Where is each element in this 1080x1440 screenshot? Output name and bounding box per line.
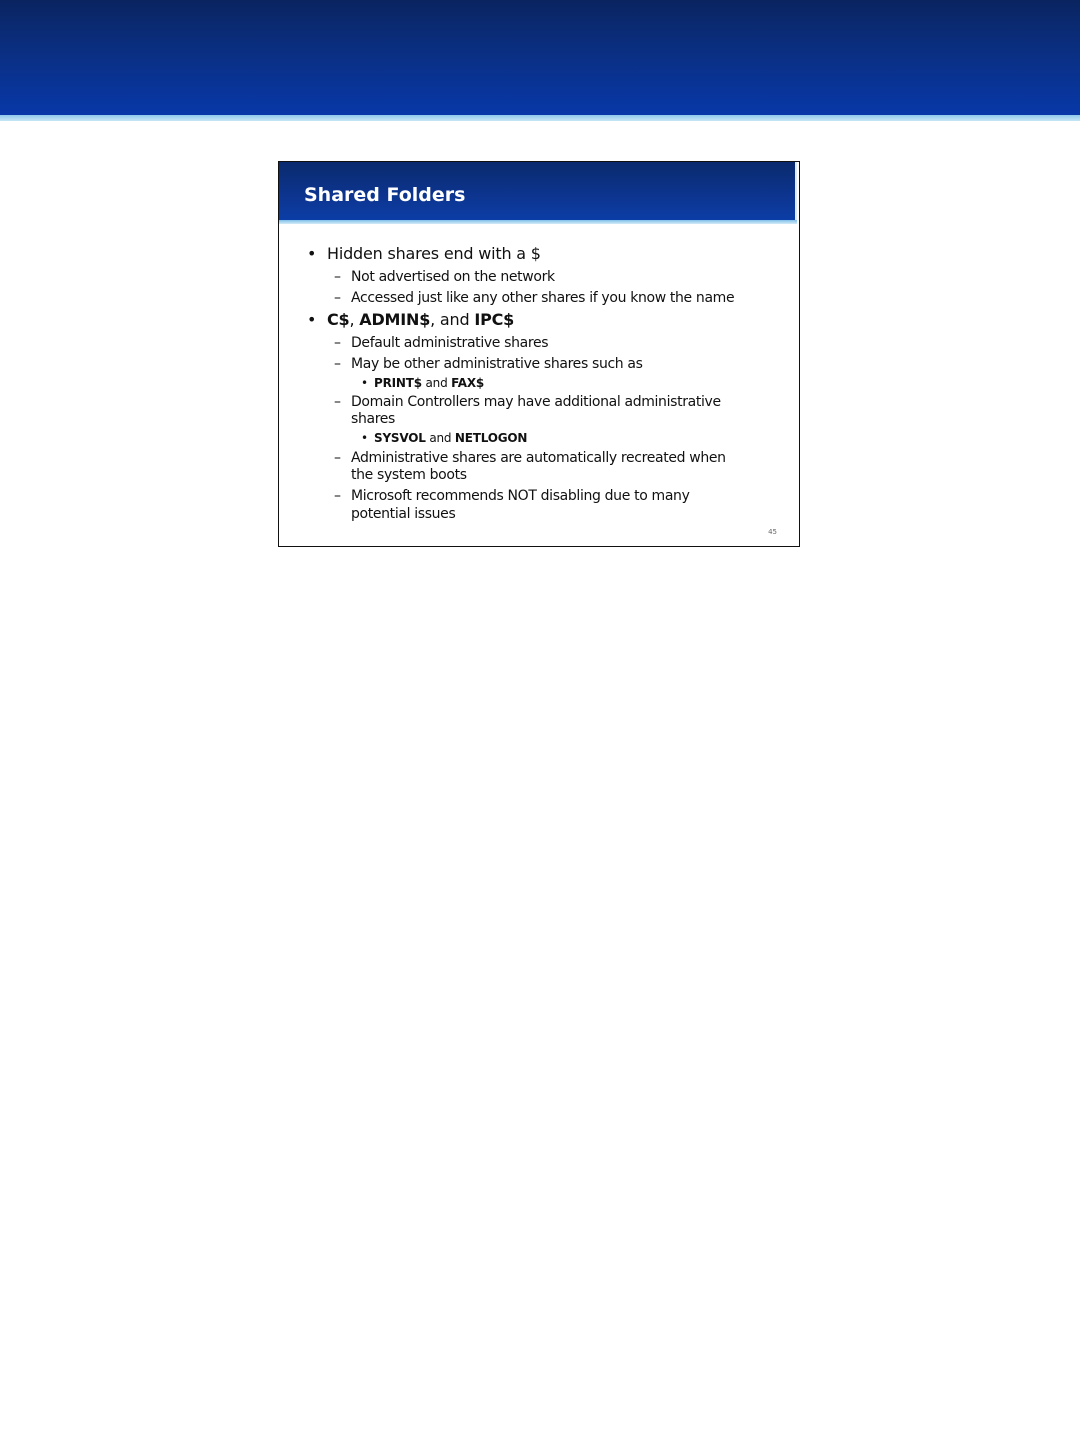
slide-thumbnail <box>278 161 800 547</box>
slide-number: 45 <box>768 528 777 536</box>
page-header-accent-line <box>0 115 1080 121</box>
sub-bullet-recreated-line2: the system boots <box>351 467 467 483</box>
dash-marker: – <box>334 269 341 285</box>
share-name: ADMIN$ <box>359 310 431 329</box>
share-name: PRINT$ <box>374 376 422 390</box>
share-name: FAX$ <box>451 376 485 390</box>
separator: , and <box>430 310 475 329</box>
slide-title: Shared Folders <box>304 184 466 206</box>
sub-bullet-domain-controllers-line1: Domain Controllers may have additional administrative <box>351 394 721 410</box>
bullet-hidden-shares: Hidden shares end with a $ <box>327 244 541 263</box>
separator: and <box>425 431 455 445</box>
bullet-marker: • <box>307 244 317 263</box>
bullet-marker: • <box>307 310 317 329</box>
share-name: SYSVOL <box>374 431 426 445</box>
sub-bullet-other-admin-shares: May be other administrative shares such as <box>351 356 643 372</box>
share-name: NETLOGON <box>454 431 528 445</box>
sub-bullet-not-advertised: Not advertised on the network <box>351 269 555 285</box>
dash-marker: – <box>334 356 341 372</box>
dash-marker: – <box>334 450 341 466</box>
sub-sub-bullet-sysvol-netlogon <box>374 431 527 446</box>
separator: , <box>349 310 360 329</box>
page-header-banner <box>0 0 1080 115</box>
small-bullet-marker: • <box>361 376 368 390</box>
dash-marker: – <box>334 394 341 410</box>
bullet-default-shares-heading <box>327 310 514 330</box>
sub-sub-bullet-print-fax <box>374 376 484 391</box>
small-bullet-marker: • <box>361 431 368 445</box>
share-name: IPC$ <box>474 310 515 329</box>
share-name: C$ <box>327 310 350 329</box>
sub-bullet-domain-controllers-line2: shares <box>351 411 396 427</box>
sub-bullet-recreated-line1: Administrative shares are automatically recreated when <box>351 450 726 466</box>
dash-marker: – <box>334 335 341 351</box>
sub-bullet-default-admin-shares: Default administrative shares <box>351 335 549 351</box>
dash-marker: – <box>334 290 341 306</box>
dash-marker: – <box>334 488 341 504</box>
sub-bullet-microsoft-recommends-line2: potential issues <box>351 506 456 522</box>
sub-bullet-accessed-like-shares: Accessed just like any other shares if you know the name <box>351 290 735 306</box>
sub-bullet-microsoft-recommends-line1: Microsoft recommends NOT disabling due to many <box>351 488 690 504</box>
separator: and <box>421 376 452 390</box>
slide-body <box>279 162 797 544</box>
